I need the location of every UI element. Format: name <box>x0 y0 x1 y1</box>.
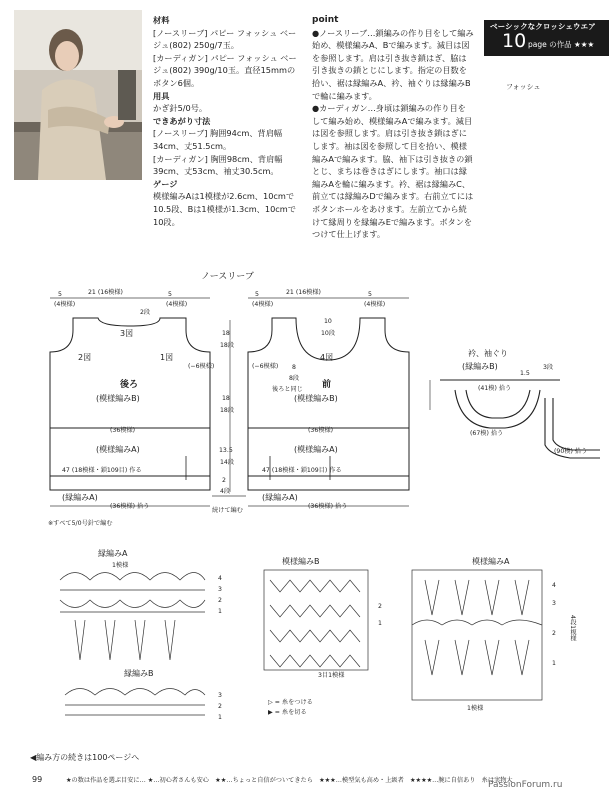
series-banner <box>484 20 609 56</box>
page-label: page の作品 ★★★ <box>528 40 595 49</box>
shoulder-rows: (4模様) <box>54 301 76 308</box>
finished-line: [カーディガン] 胸囲98cm、背肩幅39cm、丈53cm、袖丈30.5cm。 <box>153 153 283 177</box>
front-neck-depth: 10 <box>324 318 332 325</box>
collar-pick-1: (41模) 拾う <box>478 385 512 392</box>
row-number: 2 <box>218 597 222 604</box>
collar-depth: 1.5 <box>520 370 530 377</box>
collar-rows: 3段 <box>543 364 554 371</box>
collar-pattern: (縁編みB) <box>462 362 498 371</box>
chart-pattern-a-title: 模様編みA <box>472 557 510 566</box>
materials-title: 材料 <box>153 15 170 25</box>
chart-pattern-a-repeat: 1模様 <box>467 705 484 712</box>
symbol-attach: ▷ = 糸をつける <box>268 699 313 706</box>
series-title: ベーシックなクロッシェウエア <box>490 22 596 31</box>
watermark: PassionForum.ru <box>488 780 563 790</box>
gauge-title: ゲージ <box>153 178 178 189</box>
side-decrease: (−6模様) <box>188 363 215 370</box>
row-number: 1 <box>378 620 382 627</box>
body-a-height: 13.5 <box>219 447 233 454</box>
row-number: 2 <box>218 703 222 710</box>
back-left-diagram: 2図 <box>78 353 92 362</box>
materials-line: [カーディガン] パピー フォッシュ ベージュ(802) 390g/10玉。直径15mmのボタン6個。 <box>153 52 297 88</box>
shoulder-rows: (4模様) <box>252 301 274 308</box>
continue-note: ◀編み方の続きは100ページへ <box>30 753 140 762</box>
front-count-top: 21 (16模様) <box>286 289 321 296</box>
row-number: 3 <box>218 692 222 699</box>
back-panel-label: 後ろ <box>120 380 139 390</box>
shoulder-width: 5 <box>58 291 62 298</box>
model-photo <box>14 10 142 180</box>
side-decrease: (−6模様) <box>252 363 279 370</box>
point-paragraph: ●ノースリーブ…鎖編みの作り目をして編み始め、模様編みA、Bで編みます。減目は図を参照します。肩は引き抜き鎖はぎ、脇は引き抜きの鎖とじにします。指定の目数を拾い、裾は縁編みA、衿、袖ぐりは縁編みBで輪に編みます。 <box>312 27 474 101</box>
hem-height: 2 <box>222 477 226 484</box>
finished-line: [ノースリーブ] 胸囲94cm、背肩幅34cm、丈51.5cm。 <box>153 128 283 151</box>
armhole-height: 18 <box>222 330 230 337</box>
front-count-pick: (36模様) 拾う <box>308 503 348 510</box>
front-count-mid: (36模様) <box>308 427 334 434</box>
chart-pattern-a-side: 4段1模様 <box>569 615 576 642</box>
row-number: 1 <box>552 660 556 667</box>
back-edge: (縁編みA) <box>62 493 98 502</box>
row-number: 2 <box>378 603 382 610</box>
model-photo-illustration <box>14 10 142 180</box>
front-inner-rows: 8段 <box>289 375 300 382</box>
chart-pattern-b-title: 模様編みB <box>282 557 320 566</box>
neck-drop: 2段 <box>140 309 151 316</box>
tools-title: 用具 <box>153 90 170 101</box>
tools-text: かぎ針5/0号。 <box>153 103 208 114</box>
collar-title: 衿、袖ぐり <box>468 349 508 358</box>
chart-edge-a-repeat: 1模様 <box>112 562 129 569</box>
front-pattern-a: (模様編みA) <box>294 445 338 454</box>
shoulder-width: 5 <box>368 291 372 298</box>
point-title: point <box>312 15 339 25</box>
back-pattern-a: (模様編みA) <box>96 445 140 454</box>
body-b-height: 18 <box>222 395 230 402</box>
front-edge: (縁編みA) <box>262 493 298 502</box>
body-a-rows: 14段 <box>220 459 235 466</box>
back-count-top: 21 (16模様) <box>88 289 123 296</box>
row-number: 4 <box>218 575 222 582</box>
front-panel-label: 前 <box>322 380 332 390</box>
row-number: 2 <box>552 630 556 637</box>
row-number: 3 <box>218 586 222 593</box>
finished-title: できあがり寸法 <box>153 115 211 126</box>
row-number: 4 <box>552 582 556 589</box>
row-number: 1 <box>218 714 222 721</box>
crochet-charts <box>0 560 609 740</box>
schematic-title: ノースリーブ <box>201 272 254 282</box>
materials-line: [ノースリーブ] パピー フォッシュ ベージュ(802) 250g/7玉。 <box>153 27 297 51</box>
needle-note: ※すべて5/0号針で編む <box>48 520 113 527</box>
back-neck-diagram: 3図 <box>120 329 134 338</box>
front-inner-depth: 8 <box>292 364 296 371</box>
front-count-base: 47 (18模様・鎖109目) 作る <box>262 467 342 474</box>
point-block <box>312 14 474 241</box>
shoulder-width: 5 <box>255 291 259 298</box>
row-number: 3 <box>552 600 556 607</box>
front-pattern-b: (模様編みB) <box>294 394 338 403</box>
join-note: 続けて編む <box>212 507 243 514</box>
back-right-diagram: 1図 <box>160 353 174 362</box>
hem-rows: 4段 <box>220 488 231 495</box>
back-count-mid: (36模様) <box>110 427 136 434</box>
front-neck-rows: 10段 <box>321 330 336 337</box>
front-neck-diagram: 4図 <box>320 353 334 362</box>
materials-block <box>153 14 303 228</box>
collar-pick-3: (90模) 拾う <box>554 448 588 455</box>
chart-edge-a-title: 縁編みA <box>98 549 128 558</box>
back-count-pick: (36模様) 拾う <box>110 503 150 510</box>
page-number: 99 <box>32 775 43 784</box>
shoulder-rows: (4模様) <box>166 301 188 308</box>
gauge-text: 模様編みAは1模様が2.6cm、10cmで10.5段、Bは1模様が1.3cm、10cmで10段。 <box>153 191 296 227</box>
collar-pick-2: (67模) 拾う <box>470 430 504 437</box>
chart-edge-b-title: 縁編みB <box>124 669 154 678</box>
yarn-name: フォッシュ <box>506 83 541 91</box>
body-b-rows: 18段 <box>220 407 235 414</box>
difficulty-legend: ★の数は作品を選ぶ目安に… ★…初心者さんも安心 ★★…ちょっと自信がついてきたら ★★★…模型気も高め・上級者 ★★★★…腕に自信あり 糸は実物大 <box>66 777 513 784</box>
chart-pattern-b-repeat: 3目1模様 <box>318 672 345 679</box>
symbol-cut: ▶ = 糸を切る <box>268 709 307 716</box>
page-number-large: 10 <box>502 30 527 52</box>
shoulder-width: 5 <box>168 291 172 298</box>
back-pattern-b: (模様編みB) <box>96 394 140 403</box>
shoulder-rows: (4模様) <box>364 301 386 308</box>
armhole-rows: 18段 <box>220 342 235 349</box>
row-number: 1 <box>218 608 222 615</box>
same-as-back: 後ろと同じ <box>272 386 303 393</box>
point-paragraph: ●カーディガン…身頃は鎖編みの作り目をして編み始め、模様編みAで編みます。減目は図を参照します。肩は引き抜き鎖はぎにします。袖は図を参照して目を拾い、模様編みAで編みます。脇、袖下は引き抜きの鎖とじ、まちは巻きはぎにします。袖口は縁編みAを輪に編みます。衿、裾は縁編みC、前立ては縁編みDで編みます。右前立てにはボタンホールをあけます。左前立てから続けて縁周りを縁編みEで編みます。ボタンをつけて仕上げます。 <box>312 103 474 240</box>
back-count-base: 47 (18模様・鎖109目) 作る <box>62 467 142 474</box>
